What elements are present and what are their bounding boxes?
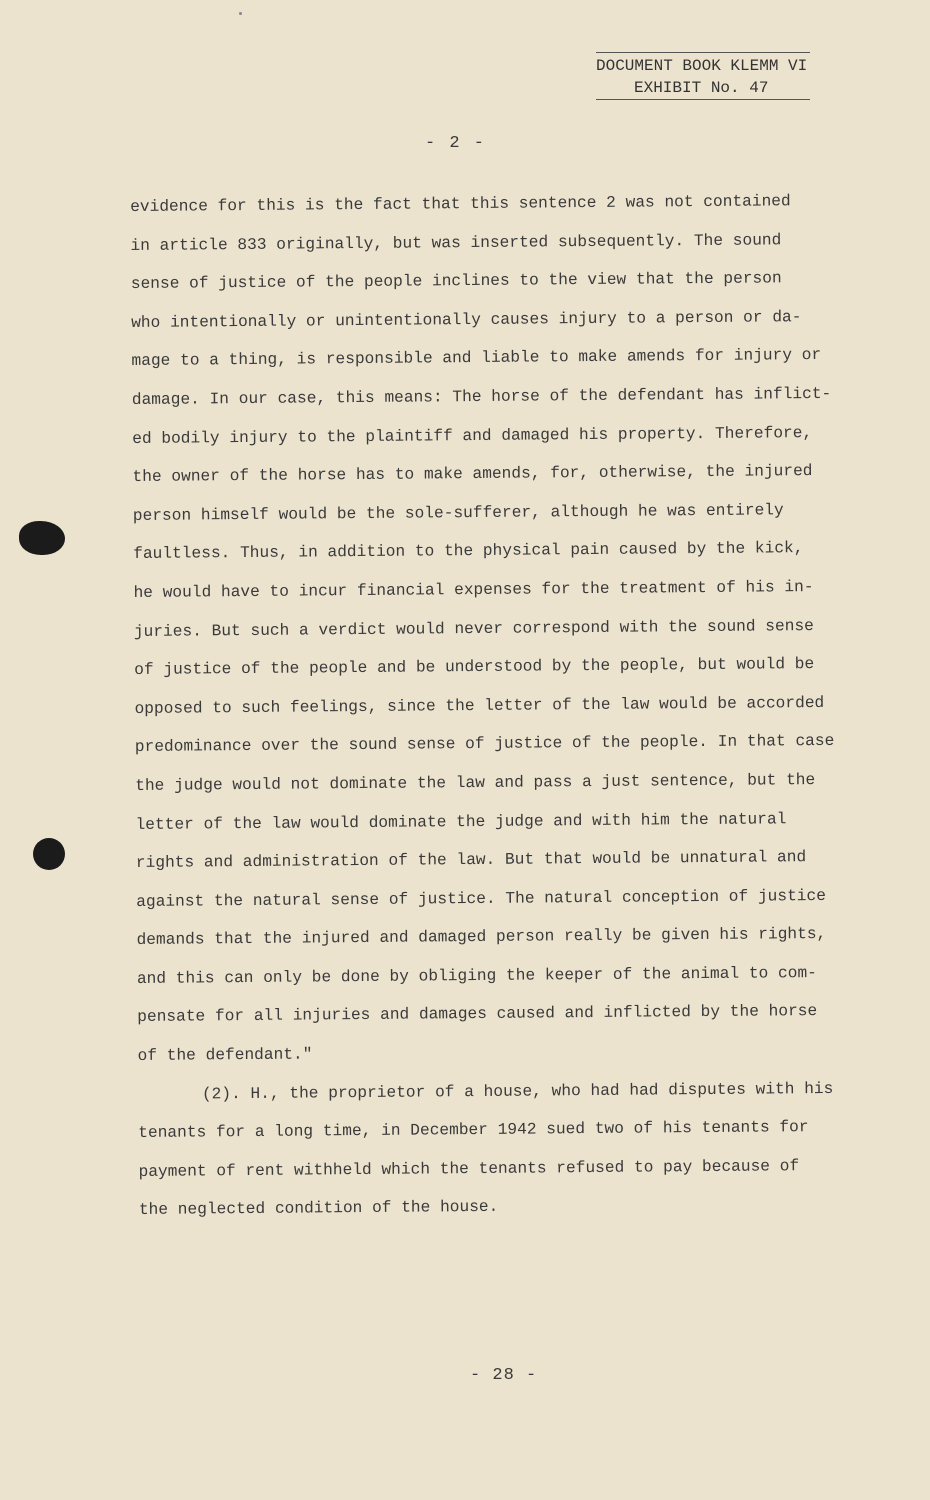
punch-hole-bottom (33, 838, 65, 870)
text-line: predominance over the sound sense of justice of the people. In that case (134, 732, 835, 757)
text-line: sense of justice of the people inclines to the view that the person (130, 269, 782, 294)
text-line: rights and administration of the law. But that would be unnatural and (135, 848, 807, 873)
text-line: in article 833 originally, but was inserted subsequently. The sound (130, 230, 782, 255)
exhibit-number-label: EXHIBIT No. 47 (596, 77, 810, 100)
text-line: and this can only be done by obliging the keeper of the animal to com- (136, 963, 817, 988)
text-line: the judge would not dominate the law and pass a just sentence, but the (135, 770, 816, 795)
text-line: damage. In our case, this means: The horse of the defendant has inflict- (131, 384, 832, 409)
document-book-label: DOCUMENT BOOK KLEMM VI (596, 52, 810, 77)
text-line: person himself would be the sole-sufferer, although he was entirely (132, 501, 784, 525)
text-line: the owner of the horse has to make amends, for, otherwise, the injured (132, 462, 813, 487)
text-line: of justice of the people and be understood by the people, but would be (134, 655, 815, 680)
text-line: faultless. Thus, in addition to the physical pain caused by the kick, (133, 539, 804, 564)
text-line: evidence for this is the fact that this sentence 2 was not contained (130, 192, 791, 216)
page-number-top: - 2 - (425, 134, 487, 153)
text-line: payment of rent withheld which the tenants refused to pay because of (138, 1157, 800, 1181)
text-line: opposed to such feelings, since the letter of the law would be accorded (134, 693, 825, 718)
text-line: ed bodily injury to the plaintiff and damaged his property. Therefore, (132, 423, 813, 448)
paper-speck (239, 12, 242, 15)
text-line: letter of the law would dominate the judge and with him the natural (135, 809, 787, 834)
text-line: pensate for all injuries and damages caused and inflicted by the horse (137, 1002, 818, 1027)
body-text (130, 182, 844, 1230)
text-line: mage to a thing, is responsible and liable to make amends for injury or (131, 346, 822, 371)
punch-hole-top (19, 521, 65, 555)
text-line: against the natural sense of justice. The natural conception of justice (136, 886, 826, 911)
text-line: juries. But such a verdict would never correspond with the sound sense (133, 616, 814, 641)
page-number-bottom: - 28 - (470, 1366, 538, 1385)
text-line-paragraph-start: (2). H., the proprietor of a house, who had had disputes with his (201, 1079, 834, 1104)
text-line: who intentionally or unintentionally causes injury to a person or da- (131, 307, 802, 332)
text-line: tenants for a long time, in December 1942 sued two of his tenants for (138, 1118, 809, 1143)
text-line: he would have to incur financial expenses for the treatment of his in- (133, 577, 814, 602)
text-line: demands that the injured and damaged person really be given his rights, (136, 925, 827, 950)
text-line: of the defendant." (137, 1045, 313, 1066)
exhibit-header (596, 52, 810, 100)
text-line: the neglected condition of the house. (138, 1198, 499, 1220)
